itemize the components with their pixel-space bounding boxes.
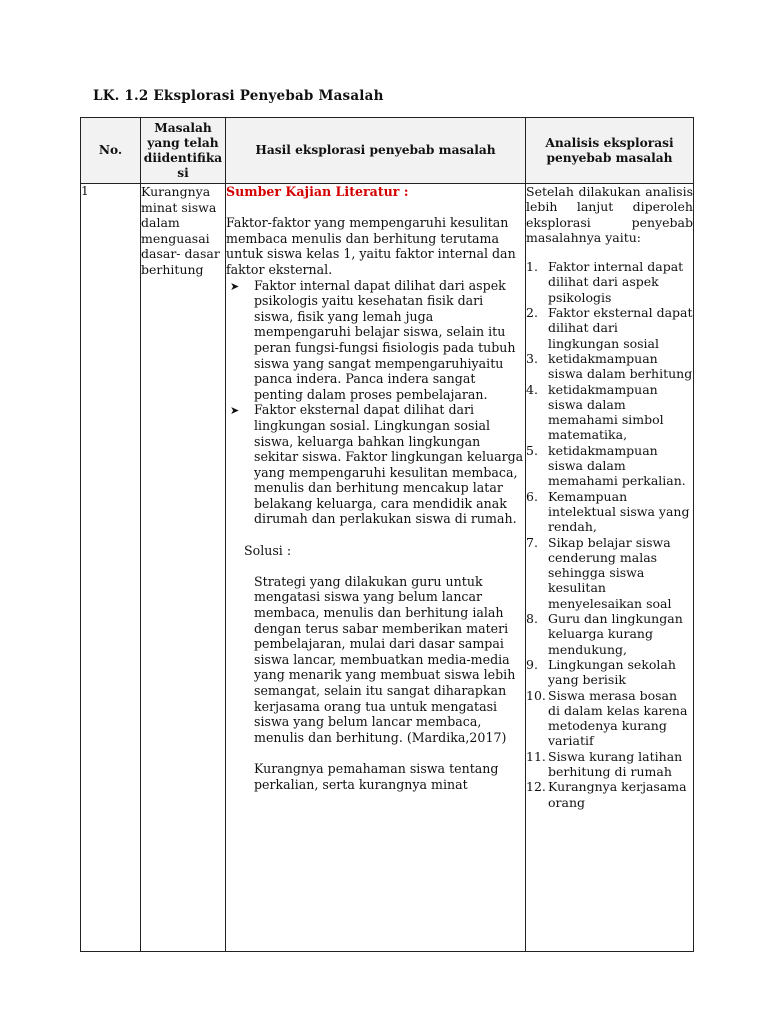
item-number: 11. bbox=[526, 748, 546, 764]
item-number: 2. bbox=[526, 305, 538, 321]
list-item bbox=[526, 305, 693, 351]
item-number: 10. bbox=[526, 687, 546, 703]
list-item bbox=[526, 382, 693, 443]
masalah-cell bbox=[141, 184, 226, 952]
solusi-label: Solusi : bbox=[244, 542, 292, 558]
arrowhead-bullet-icon: ➤ bbox=[230, 404, 240, 418]
literature-source-heading: Sumber Kajian Literatur : bbox=[226, 184, 409, 199]
list-item bbox=[226, 278, 525, 403]
header-no: No. bbox=[81, 118, 141, 184]
exploration-table bbox=[80, 117, 694, 952]
masalah-text: Kurangnya minat siswa dalam menguasai dasar- dasar berhitung bbox=[141, 184, 220, 277]
list-item bbox=[526, 779, 693, 810]
list-item bbox=[526, 657, 693, 688]
cause-text: Lingkungan sekolah yang berisik bbox=[548, 656, 676, 688]
row-number: 1 bbox=[81, 184, 141, 952]
list-item bbox=[526, 749, 693, 780]
closing-text: Kurangnya pemahaman siswa tentang perkalian, serta kurangnya minat bbox=[254, 760, 499, 792]
table-header-row bbox=[81, 118, 694, 184]
cause-list bbox=[526, 259, 693, 810]
document-title: LK. 1.2 Eksplorasi Penyebab Masalah bbox=[93, 88, 384, 104]
cause-text: Kurangnya kerjasama orang bbox=[548, 779, 687, 810]
solusi-text: Strategi yang dilakukan guru untuk mengatasi siswa yang belum lancar membaca, menulis dan berhitung ialah dengan terus sabar memberikan materi pembelajaran, mulai dari dasar sampai siswa lancar, membuatkan media-media yang menarik yang membuat siswa lebih semangat, selain itu sangat diharapkan kerjasama orang tua untuk mengatasi siswa yang belum lancar membaca, menulis dan berhitung. (Mardika,2017) bbox=[254, 573, 516, 745]
hasil-intro: Faktor-faktor yang mempengaruhi kesulitan membaca menulis dan berhitung terutama untuk siswa kelas 1, yaitu faktor internal dan faktor eksternal. bbox=[226, 215, 516, 277]
cause-text: Faktor eksternal dapat dilihat dari lingkungan sosial bbox=[548, 305, 693, 351]
header-analisis: Analisis eksplorasi penyebab masalah bbox=[526, 118, 694, 184]
list-item bbox=[526, 351, 693, 382]
item-number: 12. bbox=[526, 779, 546, 795]
cause-text: Kemampuan intelektual siswa yang rendah, bbox=[548, 488, 690, 535]
list-item bbox=[226, 402, 525, 527]
list-item bbox=[526, 443, 693, 489]
item-number: 1. bbox=[526, 259, 538, 275]
item-number: 5. bbox=[526, 442, 538, 458]
cause-text: Siswa merasa bosan di dalam kelas karena metodenya kurang variatif bbox=[548, 687, 688, 749]
list-item bbox=[526, 688, 693, 749]
list-item bbox=[526, 535, 693, 611]
list-item bbox=[526, 611, 693, 657]
item-number: 4. bbox=[526, 381, 538, 397]
factor-list bbox=[226, 278, 525, 528]
header-hasil: Hasil eksplorasi penyebab masalah bbox=[226, 118, 526, 184]
cause-text: Sikap belajar siswa cenderung malas sehingga siswa kesulitan menyelesaikan soal bbox=[548, 534, 672, 611]
header-masalah: Masalah yang telah diidentifika si bbox=[141, 118, 226, 184]
analisis-intro: Setelah dilakukan analisis lebih lanjut diperoleh eksplorasi penyebab masalahnya yaitu: bbox=[526, 184, 693, 245]
table-row bbox=[81, 184, 694, 952]
cause-text: ketidakmampuan siswa dalam memahami perkalian. bbox=[548, 442, 686, 489]
factor-text: Faktor internal dapat dilihat dari aspek psikologis yaitu kesehatan fisik dari siswa, fisik yang lemah juga mempengaruhi belajar siswa, selain itu peran fungsi-fungsi fisiologis pada tubuh siswa yang sangat mempengaruhiyaitu panca indera. Panca indera sangat penting dalam proses pembelajaran. bbox=[254, 277, 516, 402]
cause-text: Guru dan lingkungan keluarga kurang mendukung, bbox=[548, 611, 683, 657]
list-item bbox=[526, 489, 693, 535]
factor-text: Faktor eksternal dapat dilihat dari lingkungan sosial. Lingkungan sosial siswa, keluarga bahkan lingkungan sekitar siswa. Faktor lingkungan keluarga yang mempengaruhi kesulitan membaca, menulis dan berhitung mencakup latar belakang keluarga, cara mendidik anak dirumah dan perlakukan siswa di rumah. bbox=[254, 402, 524, 527]
item-number: 9. bbox=[526, 656, 538, 672]
item-number: 6. bbox=[526, 488, 538, 504]
item-number: 8. bbox=[526, 611, 538, 627]
cause-text: ketidakmampuan siswa dalam berhitung bbox=[548, 350, 693, 382]
item-number: 3. bbox=[526, 350, 538, 366]
cause-text: Siswa kurang latihan berhitung di rumah bbox=[548, 748, 683, 779]
arrowhead-bullet-icon: ➤ bbox=[230, 279, 240, 293]
item-number: 7. bbox=[526, 534, 538, 550]
list-item bbox=[526, 259, 693, 305]
cause-text: ketidakmampuan siswa dalam memahami simbol matematika, bbox=[548, 381, 664, 443]
analisis-cell bbox=[526, 184, 694, 952]
hasil-cell bbox=[226, 184, 526, 952]
cause-text: Faktor internal dapat dilihat dari aspek psikologis bbox=[548, 259, 684, 305]
